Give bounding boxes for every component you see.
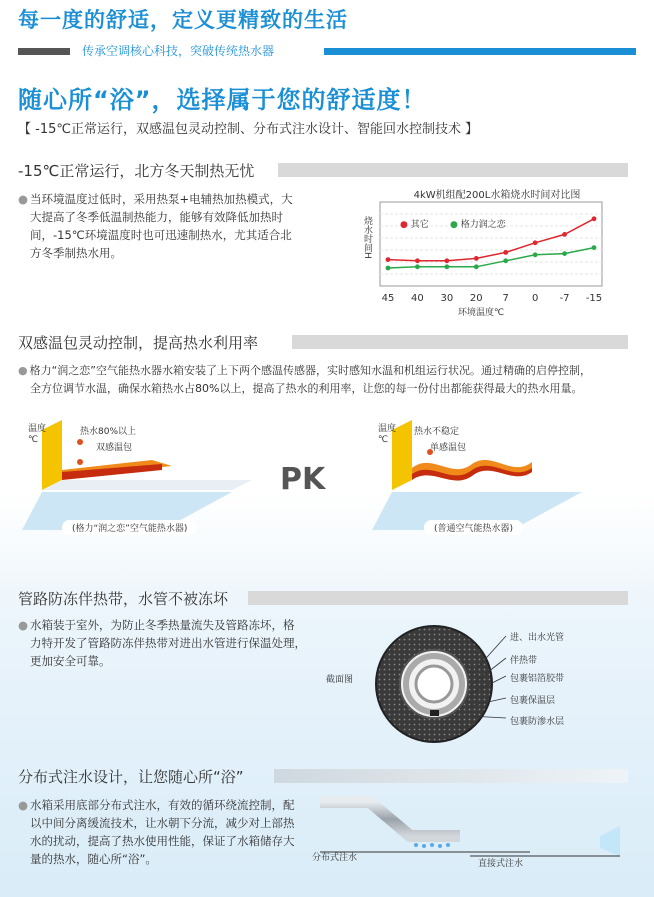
- layer-leader-lines: [470, 628, 510, 728]
- x-tick-label: -15: [585, 293, 603, 304]
- section4-line: 以中间分离缓流技术，让水朝下分流，减少对上部热: [30, 816, 295, 830]
- section2-line: 全方位调节水温，确保水箱热水占80%以上，提高了热水的利用率，让您的每一份付出都能获得最大的热水用量。: [30, 382, 583, 395]
- data-point: [444, 258, 449, 263]
- section3-heading: 管路防冻伴热带，水管不被冻坏: [18, 590, 229, 608]
- distributed-pipe: [320, 802, 460, 836]
- layer-label: 进、出水光管: [510, 633, 565, 643]
- direct-label: 直接式注水: [478, 859, 524, 869]
- x-tick-label: 20: [469, 293, 483, 304]
- tagline-bar: [18, 44, 636, 58]
- left-label-sensor: 双感温包: [96, 443, 133, 453]
- right-label-sensor: 单感温包: [430, 443, 467, 453]
- headline: 每一度的舒适，定义更精致的生活: [18, 8, 348, 32]
- layer-label: 包裹防渗水层: [510, 717, 565, 727]
- layer-label: 伴热带: [510, 656, 538, 666]
- section3-line: ● 水箱装于室外，为防止冬季热量流失及管路冻坏，格: [18, 618, 295, 632]
- legend-item-other: ● 其它: [400, 220, 429, 230]
- section1-heading: -15℃正常运行，北方冬天制热无忧: [18, 162, 255, 180]
- feature-summary: 【 -15℃正常运行，双感温包灵动控制、分布式注水设计、智能回水控制技术 】: [18, 122, 479, 137]
- section4-body: [18, 796, 318, 868]
- section4-heading-bar: [274, 769, 628, 783]
- data-point: [592, 216, 597, 221]
- distributed-label: 分布式注水: [312, 853, 358, 863]
- section4-line: 量的热水，随心所“浴”。: [30, 852, 157, 866]
- data-point: [415, 264, 420, 269]
- section3-line: 更加安全可靠。: [30, 654, 111, 668]
- chart-plot: [366, 182, 628, 318]
- data-point: [533, 252, 538, 257]
- left-label-hot: 热水80%以上: [80, 427, 137, 437]
- right-axis-label: 温度 ℃: [378, 424, 397, 445]
- tank-top-edge: [42, 480, 252, 490]
- data-point: [386, 266, 391, 271]
- x-tick-label: -7: [559, 293, 570, 304]
- tagline: 传承空调核心科技，突破传统热水器: [78, 42, 278, 59]
- x-tick-label: 40: [411, 293, 424, 304]
- data-point: [533, 240, 538, 245]
- section2-line: ● 格力“润之恋”空气能热水器水箱安装了上下两个感温传感器，实时感知水温和机组运行状况。通过精确的启停控制，: [18, 364, 592, 377]
- section2-body: [18, 362, 638, 398]
- left-axis-label: 温度 ℃: [28, 424, 47, 445]
- section2-heading-bar: [292, 335, 628, 349]
- cross-section-label: 截面图: [326, 675, 354, 685]
- chart-title: 4kW机组配200L水箱烧水时间对比图: [413, 190, 581, 201]
- section3-body: [18, 616, 318, 670]
- x-tick-label: 0: [531, 293, 539, 304]
- section4-line: 水的扰动，提高了热水使用性能，保证了水箱储存大: [30, 834, 295, 848]
- distributed-outlets: [414, 843, 450, 848]
- chart-frame: [380, 202, 602, 286]
- section1-heading-row: [18, 160, 628, 180]
- data-point: [562, 232, 567, 237]
- right-caption: (普通空气能热水器): [424, 520, 523, 535]
- section3-heading-row: [18, 588, 628, 608]
- layer-label: 包裹铝箔胶带: [510, 674, 565, 684]
- section1-line: 间，-15℃环境温度时也可迅速制热水，尤其适合北: [30, 228, 292, 242]
- section3-line: 力特开发了管路防冻伴热带对进出水管进行保温处理，: [30, 636, 306, 650]
- data-point: [503, 250, 508, 255]
- section4-heading-row: [18, 766, 628, 786]
- data-point: [592, 245, 597, 250]
- tagline-left-rule: [18, 48, 70, 55]
- data-point: [474, 264, 479, 269]
- section3-heading-bar: [248, 591, 628, 605]
- data-point: [444, 264, 449, 269]
- data-point: [562, 251, 567, 256]
- data-point: [386, 257, 391, 262]
- chart-x-label: 环境温度℃: [458, 308, 505, 318]
- section1-body: [18, 190, 358, 262]
- injection-illustration: [320, 790, 630, 870]
- water-pipe: [416, 666, 452, 702]
- section1-line: 方冬季制热水用。: [30, 246, 122, 260]
- x-tick-label: 30: [440, 293, 454, 304]
- pk-label: PK: [280, 462, 326, 497]
- section4-heading: 分布式注水设计，让您随心所“浴”: [18, 768, 244, 786]
- heating-cable: [430, 710, 439, 716]
- tagline-right-rule: [324, 48, 636, 55]
- x-tick-label: 7: [502, 293, 509, 304]
- x-tick-label: 45: [381, 293, 395, 304]
- section1-heading-bar: [278, 163, 628, 177]
- section4-line: ● 水箱采用底部分布式注水，有效的循环绕流控制，配: [18, 798, 295, 812]
- section2-heading: 双感温包灵动控制，提高热水利用率: [18, 334, 259, 352]
- page-title: 随心所“浴”，选择属于您的舒适度！: [18, 86, 427, 114]
- section1-line: 大提高了冬季低温制热能力，能够有效降低加热时: [30, 210, 283, 224]
- section2-heading-row: [18, 332, 628, 352]
- layer-label: 包裹保温层: [510, 696, 556, 706]
- legend-item-gree: ● 格力润之恋: [450, 220, 506, 230]
- chart-y-label: 烧水时间H: [362, 216, 372, 259]
- data-point: [503, 258, 508, 263]
- sensor-lower: [77, 459, 83, 465]
- data-point: [474, 256, 479, 261]
- data-point: [415, 258, 420, 263]
- sensor-upper: [77, 439, 83, 445]
- right-label-unstable: 热水不稳定: [414, 427, 460, 437]
- left-caption: (格力“润之恋”空气能热水器): [62, 520, 197, 535]
- section1-line: ● 当环境温度过低时，采用热泵+电辅热加热模式，大: [18, 192, 293, 206]
- comparison-chart: [362, 182, 628, 318]
- direct-spray: [600, 826, 620, 856]
